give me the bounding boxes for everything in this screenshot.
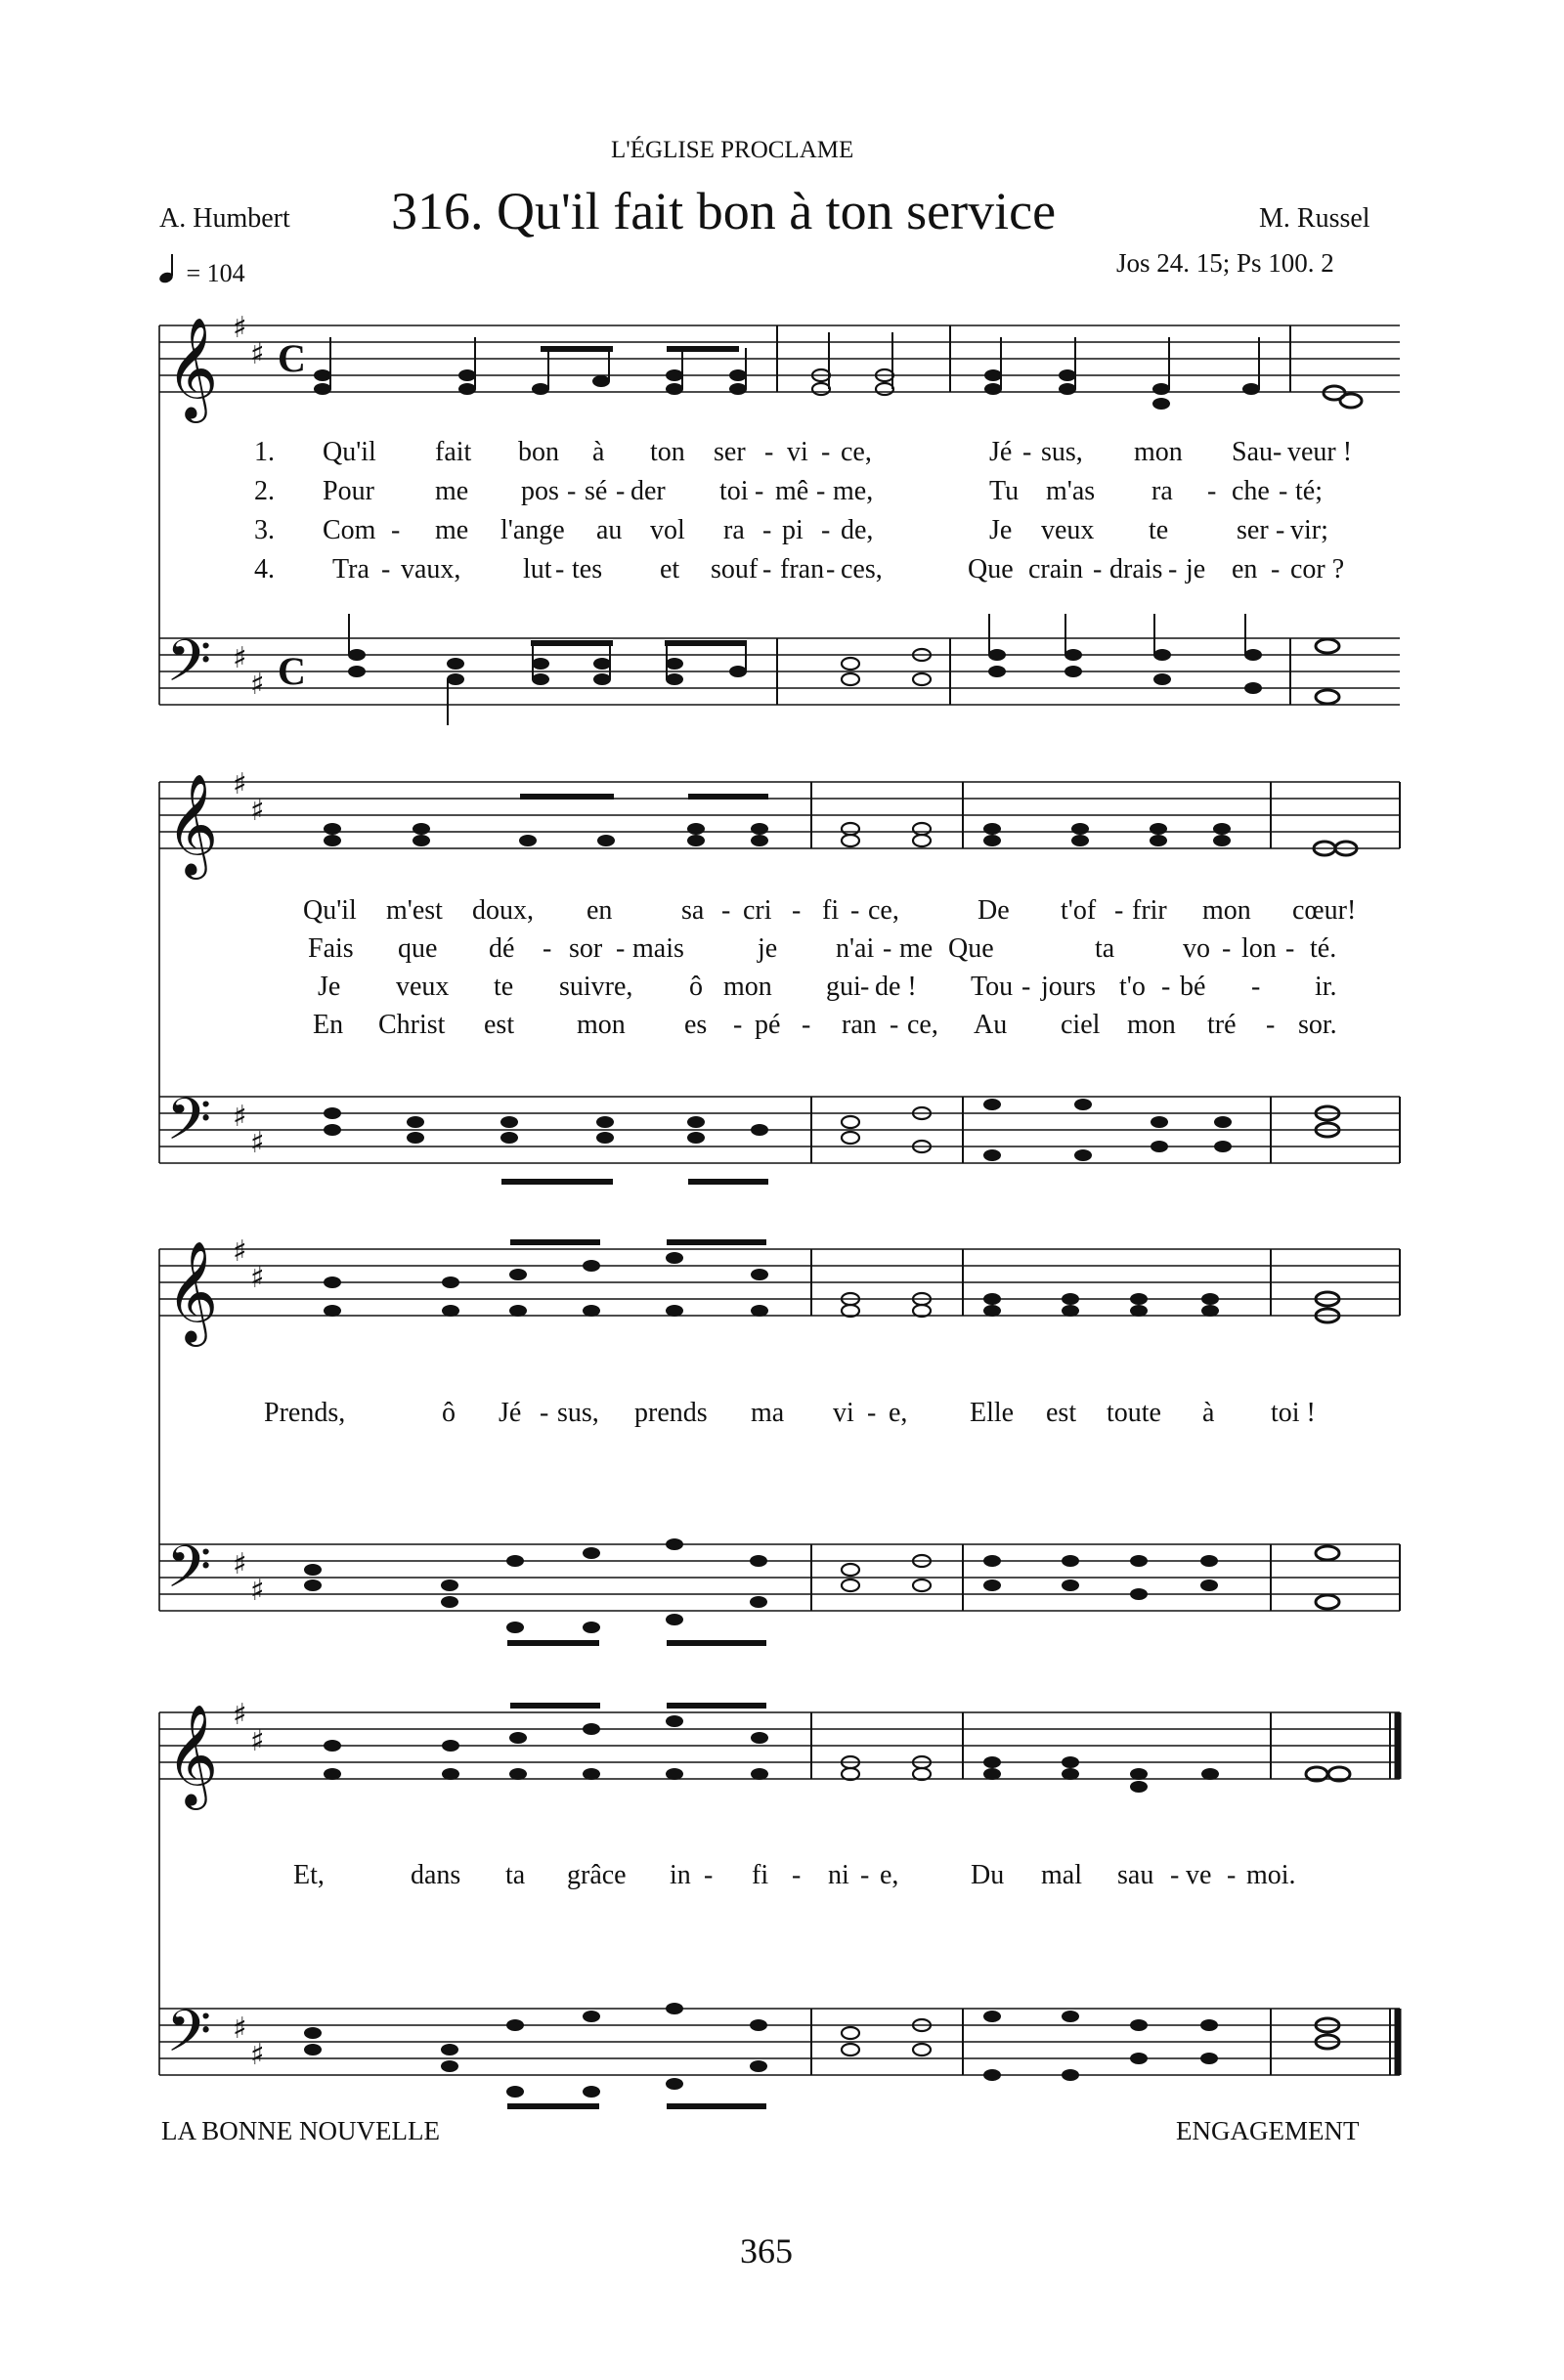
lyrics-system2-verse-4: En Christ est mon es - pé - ran - ce, Au ciel mon tré - sor. bbox=[313, 1010, 1337, 1040]
treble-clef-icon: 𝄞 bbox=[166, 317, 219, 419]
lyrics-verse-4: 4. Tra - vaux, lut - tes et souf - fran - ces, Que crain - drais - je en - cor ? bbox=[254, 554, 1345, 584]
composer: M. Russel bbox=[1259, 203, 1370, 234]
bass-staff-3 bbox=[159, 1544, 1400, 1611]
whole-notes bbox=[1306, 386, 1362, 2049]
section-heading: L'ÉGLISE PROCLAME bbox=[611, 137, 854, 163]
svg-text:♯: ♯ bbox=[233, 1100, 247, 1134]
bass-clef-icon: 𝄢 bbox=[166, 627, 212, 709]
lyrics-verse-2: 2. Pour me pos - sé - der toi - mê - me, Tu m'as ra - che - té; bbox=[254, 476, 1323, 506]
treble-staff-1 bbox=[159, 325, 1400, 392]
scripture-reference: Jos 24. 15; Ps 100. 2 bbox=[1116, 248, 1334, 278]
tempo-value: = 104 bbox=[186, 259, 245, 287]
treble-clef-icon: 𝄞 bbox=[166, 1240, 219, 1343]
svg-text:C: C bbox=[278, 336, 306, 380]
svg-text:♯: ♯ bbox=[250, 1126, 265, 1160]
hymn-title-text: Qu'il fait bon à ton service bbox=[497, 182, 1057, 240]
svg-text:♯: ♯ bbox=[233, 2012, 247, 2046]
footer-category-right: ENGAGEMENT bbox=[1176, 2116, 1360, 2145]
bass-clef-icon: 𝄢 bbox=[166, 1085, 212, 1167]
svg-text:♯: ♯ bbox=[250, 1724, 265, 1758]
svg-text:♯: ♯ bbox=[233, 1698, 247, 1732]
svg-text:♯: ♯ bbox=[233, 311, 247, 345]
lyrics-system2-verse-2: Fais que dé - sor - mais je n'ai - me Que ta vo - lon - té. bbox=[308, 933, 1337, 964]
svg-text:♯: ♯ bbox=[233, 1234, 247, 1269]
svg-text:♯: ♯ bbox=[250, 668, 265, 702]
lyrics-refrain-line-1: Prends, ô Jé - sus, prends ma vi - e, Elle est toute à toi ! bbox=[264, 1398, 1316, 1428]
svg-text:♯: ♯ bbox=[250, 1574, 265, 1608]
footer-category-left: LA BONNE NOUVELLE bbox=[161, 2116, 440, 2145]
lyrics-system2-verse-3: Je veux te suivre, ô mon gui - de ! Tou - jours t'o - bé - ir. bbox=[318, 972, 1337, 1002]
hymn-number: 316. bbox=[391, 182, 484, 240]
svg-text:♯: ♯ bbox=[250, 794, 265, 828]
svg-text:♯: ♯ bbox=[250, 337, 265, 371]
treble-clef-icon: 𝄞 bbox=[166, 1704, 219, 1806]
lyrics-refrain-line-2: Et, dans ta grâce in - fi - ni - e, Du mal sau - ve - moi. bbox=[293, 1860, 1296, 1890]
bass-staff-2 bbox=[159, 1097, 1400, 1163]
lyrics-verse-1: 1. Qu'il fait bon à ton ser - vi - ce, Jé - sus, mon Sau - veur ! bbox=[254, 437, 1353, 467]
lyrics-verse-3: 3. Com - me l'ange au vol ra - pi - de, Je veux te ser - vir; bbox=[254, 515, 1328, 545]
lyricist: A. Humbert bbox=[159, 203, 290, 234]
svg-text:♯: ♯ bbox=[233, 1547, 247, 1581]
lyrics-system2-verse-1: Qu'il m'est doux, en sa - cri - fi - ce, De t'of - frir mon cœur! bbox=[303, 895, 1357, 926]
page-number: 365 bbox=[740, 2231, 793, 2271]
noteheads bbox=[304, 369, 1262, 2098]
svg-text:♯: ♯ bbox=[250, 1261, 265, 1295]
beams bbox=[501, 346, 768, 2109]
bass-staff-4 bbox=[159, 2009, 1400, 2075]
svg-text:♯: ♯ bbox=[233, 641, 247, 675]
svg-text:C: C bbox=[278, 649, 306, 693]
svg-text:♯: ♯ bbox=[250, 2038, 265, 2072]
svg-text:♯: ♯ bbox=[233, 767, 247, 801]
bass-clef-icon: 𝄢 bbox=[166, 1997, 212, 2079]
half-notes bbox=[812, 369, 931, 2055]
bass-staff-1 bbox=[159, 638, 1400, 705]
bass-clef-icon: 𝄢 bbox=[166, 1533, 212, 1615]
treble-clef-icon: 𝄞 bbox=[166, 773, 219, 876]
